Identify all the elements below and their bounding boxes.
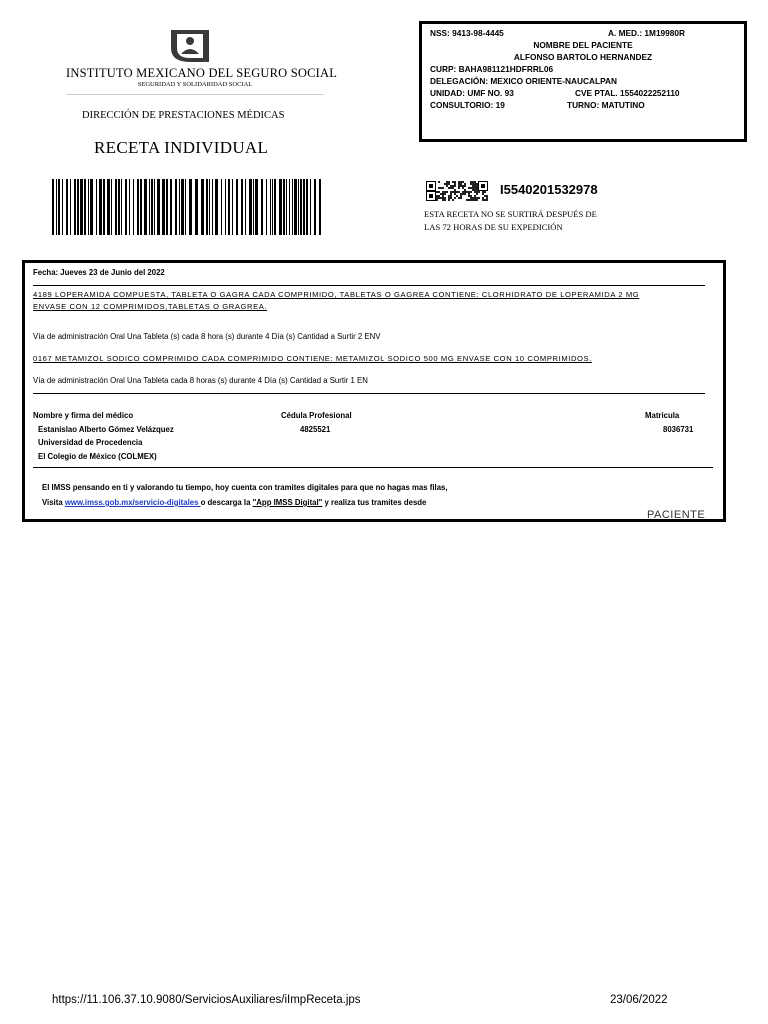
doctor-name: Estanislao Alberto Gómez Velázquez [38,425,174,434]
medication-1-line-2: ENVASE CON 12 COMPRIMIDOS,TABLETAS O GRAGREA. [33,302,268,311]
doctor-university: El Colegio de México (COLMEX) [38,452,157,461]
patient-name: ALFONSO BARTOLO HERNANDEZ [513,52,653,62]
form-title: RECETA INDIVIDUAL [94,138,269,157]
footer-date: 23/06/2022 [610,994,668,1006]
matricula-label: Matricula [645,411,680,420]
patient-info-box [419,21,747,142]
barcode [52,179,324,235]
digital-notice-line-2 [42,498,426,507]
institution-name: INSTITUTO MEXICANO DEL SEGURO SOCIAL [66,66,338,80]
prescription-folio: I5540201532978 [500,182,598,197]
digital-notice-line-1: El IMSS pensando en ti y valorando tu tiempo, hoy cuenta con tramites digitales para que no hagas mas filas, [42,483,448,492]
patient-a-med: A. MED.: 1M19980R [608,28,686,38]
medication-1-line-1: 4189 LOPERAMIDA COMPUESTA, TABLETA O GAGRA CADA COMPRIMIDO, TABLETAS O GAGREA CONTIENE: CLORHIDRATO DE LOPERAMIDA 2 MG [33,290,640,299]
date-divider [33,285,705,286]
notice-visita: Visita [42,498,65,507]
patient-unidad: UNIDAD: UMF NO. 93 [430,88,514,98]
warning-line-1: ESTA RECETA NO SE SURTIRÁ DESPUÉS DE [424,209,597,219]
notice-end: y realiza tus tramites desde [322,498,427,507]
qr-code [426,181,488,201]
institution-subtitle: SEGURIDAD Y SOLIDARIDAD SOCIAL [137,81,253,88]
university-label: Universidad de Procedencia [38,438,143,447]
medication-2-line-1: 0167 METAMIZOL SODICO COMPRIMIDO CADA COMPRIMIDO CONTIENE: METAMIZOL SODICO 500 MG ENVASE CON 10 COMPRIMIDOS. [33,354,592,363]
patient-delegacion: DELEGACIÓN: MEXICO ORIENTE-NAUCALPAN [430,76,617,86]
patient-cve-ptal: CVE PTAL. 1554022252110 [575,88,680,98]
imss-digital-services-link[interactable]: www.imss.gob.mx/servicio-digitales [64,498,201,507]
prescription-box [22,260,726,522]
warning-line-2: LAS 72 HORAS DE SU EXPEDICIÓN [424,222,563,232]
patient-turno: TURNO: MATUTINO [567,100,645,110]
footer-url: https://11.106.37.10.9080/ServiciosAuxiliares/iImpReceta.jps [52,994,361,1006]
patient-curp: CURP: BAHA981121HDFRRL06 [430,64,554,74]
medication-1-dosage: Vía de administración Oral Una Tableta (s) cada 8 hora (s) durante 4 Día (s) Cantidad a Surtir 2 ENV [33,332,381,341]
doctor-name-label: Nombre y firma del médico [33,411,134,420]
department-title: DIRECCIÓN DE PRESTACIONES MÉDICAS [82,110,285,121]
cedula-label: Cédula Profesional [281,411,352,420]
notice-middle: o descarga la [200,498,253,507]
medications-divider [33,393,705,394]
imss-logo [169,28,211,64]
header-divider [66,94,324,95]
patient-name-label: NOMBRE DEL PACIENTE [533,40,633,50]
prescription-date: Fecha: Jueves 23 de Junio del 2022 [33,268,165,277]
patient-consultorio: CONSULTORIO: 19 [430,100,505,110]
doctor-matricula: 8036731 [663,425,694,434]
doctor-divider [33,467,713,468]
expiration-warning [424,208,597,234]
doctor-cedula: 4825521 [300,425,331,434]
medication-2-dosage: Vía de administración Oral Una Tableta cada 8 horas (s) durante 4 Día (s) Cantidad a Surtir 1 EN [33,376,368,385]
app-imss-digital-label: "App IMSS Digital" [252,498,323,507]
patient-nss: NSS: 9413-98-4445 [430,28,504,38]
copy-label: PACIENTE [647,509,706,521]
